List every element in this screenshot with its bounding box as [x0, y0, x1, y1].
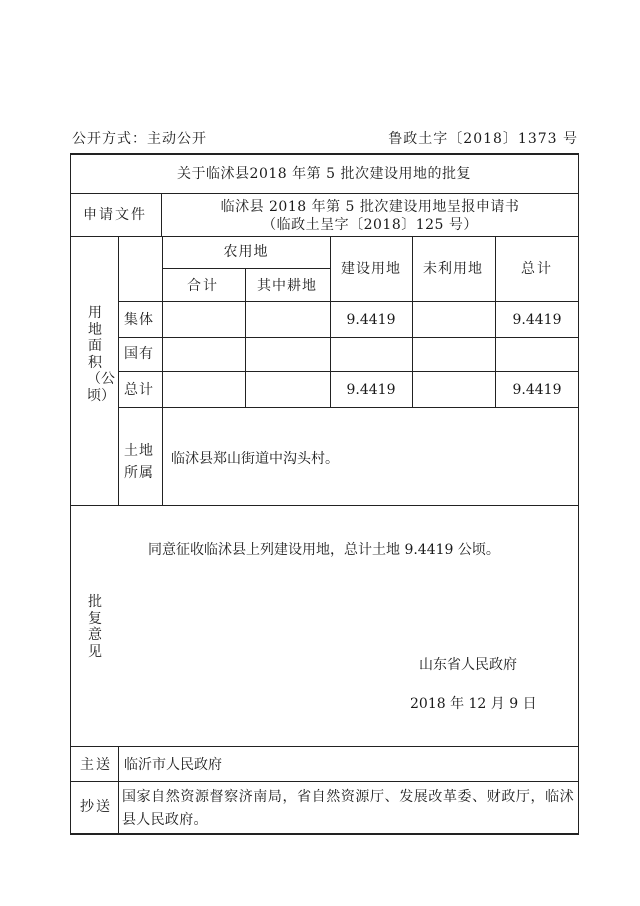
cell-collective-construction: 9.4419: [346, 312, 396, 328]
copy-send-value: 国家自然资源督察济南局，省自然资源厅、发展改革委、财政厅，临沭县人民政府。: [122, 789, 574, 828]
approval-side-label: 批复意见: [88, 594, 102, 660]
cell-total-total: 9.4419: [512, 382, 562, 398]
table-border-right: [578, 153, 579, 835]
col-divider-footer: [118, 746, 119, 834]
row-divider-collective: [118, 337, 579, 338]
col-divider-construction: [330, 236, 331, 408]
cell-total-construction: 9.4419: [346, 382, 396, 398]
header-unused-land: 未利用地: [423, 261, 483, 277]
row-divider-main-send: [70, 781, 579, 782]
table-border-top: [70, 153, 579, 155]
header-of-which-arable: 其中耕地: [257, 278, 317, 294]
table-border-bottom: [70, 833, 579, 835]
row-divider-application: [70, 236, 579, 237]
application-label: 申请文件: [83, 207, 147, 223]
row-divider-farmland: [162, 268, 330, 269]
document-title: 关于临沭县2018 年第 5 批次建设用地的批复: [177, 166, 471, 182]
land-area-side-label: 用地面积（公顷）: [87, 305, 115, 404]
col-divider-side: [118, 236, 119, 506]
header-subtotal: 合计: [187, 278, 219, 294]
row-divider-approval: [70, 746, 579, 747]
copy-send-label: 抄送: [80, 799, 112, 815]
approval-issuer: 山东省人民政府: [419, 657, 517, 673]
approval-date: 2018 年 12 月 9 日: [410, 696, 537, 712]
application-document-name: 临沭县 2018 年第 5 批次建设用地呈报申请书: [220, 199, 520, 215]
col-divider-arable: [245, 268, 246, 408]
row-label-total: 总计: [124, 382, 154, 398]
row-label-state-owned: 国有: [124, 346, 154, 362]
row-divider-total: [118, 407, 579, 408]
main-send-label: 主送: [80, 757, 112, 773]
col-divider-unused: [412, 236, 413, 408]
header-farmland: 农用地: [223, 244, 269, 260]
application-document: [162, 198, 578, 234]
row-label-collective: 集体: [124, 312, 154, 328]
col-divider-total: [495, 236, 496, 408]
main-send-value: 临沂市人民政府: [124, 757, 222, 773]
header-construction-land: 建设用地: [341, 261, 401, 277]
row-divider-title: [70, 193, 579, 194]
cell-collective-total: 9.4419: [512, 312, 562, 328]
publicity-label: 公开方式：主动公开: [72, 131, 207, 147]
header-grand-total: 总计: [521, 261, 553, 277]
row-divider-state: [118, 371, 579, 372]
ownership-value: 临沭县郑山街道中沟头村。: [171, 451, 339, 467]
approval-text: 同意征收临沭县上列建设用地，总计土地 9.4419 公顷。: [148, 542, 500, 558]
ownership-label: 土地所属: [124, 443, 154, 481]
application-document-number: （临政土呈字〔2018〕125 号）: [262, 217, 478, 233]
document-number: 鲁政土字〔2018〕1373 号: [388, 131, 578, 147]
table-border-left: [70, 153, 71, 835]
row-divider-header: [118, 301, 579, 302]
col-divider-rowlabel: [162, 236, 163, 506]
row-divider-area: [70, 505, 579, 506]
